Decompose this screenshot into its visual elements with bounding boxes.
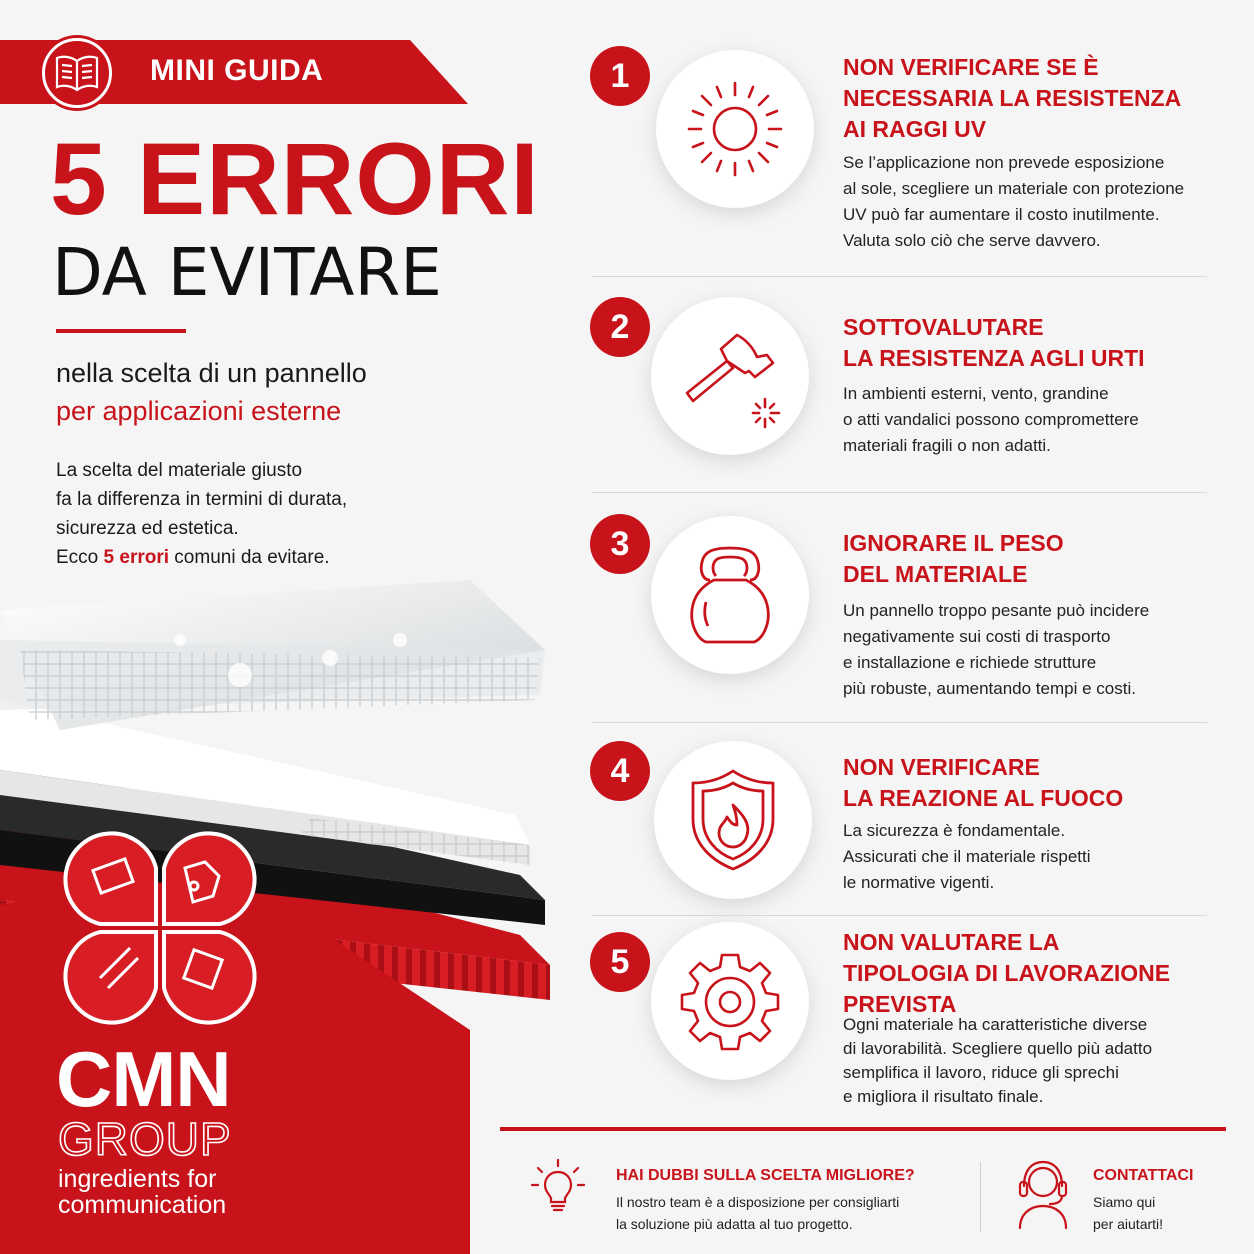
item-title-line: IGNORARE IL PESO	[843, 530, 1064, 556]
item-text-1	[843, 150, 1223, 254]
item-text-line: Assicurati che il materiale rispetti	[843, 847, 1091, 866]
item-title-1	[843, 52, 1203, 145]
page-title: 5 ERRORI	[50, 122, 540, 236]
lightbulb-icon	[528, 1156, 588, 1216]
item-icon-circle-2	[651, 297, 809, 455]
item-icon-circle-3	[651, 516, 809, 674]
item-text-5	[843, 1013, 1223, 1109]
item-title-line: PREVISTA	[843, 991, 957, 1017]
item-text-line: In ambienti esterni, vento, grandine	[843, 384, 1109, 403]
footer-separator	[980, 1162, 981, 1232]
intro-paragraph	[56, 456, 436, 572]
tagline-line: ingredients for	[58, 1165, 217, 1193]
item-title-line: NON VERIFICARE	[843, 754, 1040, 780]
item-text-line: materiali fragili o non adatti.	[843, 436, 1051, 455]
item-number-5: 5	[590, 932, 650, 992]
item-icon-circle-5	[651, 922, 809, 1080]
item-title-line: LA RESISTENZA AGLI URTI	[843, 345, 1145, 371]
item-text-line: semplifica il lavoro, riduce gli sprechi	[843, 1063, 1119, 1082]
item-text-line: più robuste, aumentando tempi e costi.	[843, 679, 1136, 698]
item-text-2	[843, 381, 1223, 459]
sun-icon	[683, 77, 787, 181]
item-text-line: e migliora il risultato finale.	[843, 1087, 1044, 1106]
item-icon-circle-1	[656, 50, 814, 208]
intro-line: La scelta del materiale giusto	[56, 460, 303, 481]
item-text-line: di lavorabilità. Scegliere quello più adatto	[843, 1039, 1153, 1058]
intro-line: sicurezza ed estetica.	[56, 518, 239, 539]
item-title-2	[843, 312, 1203, 374]
item-title-5	[843, 927, 1203, 1020]
item-title-line: TIPOLOGIA DI LAVORAZIONE	[843, 960, 1171, 986]
intro-line: fa la differenza in termini di durata,	[56, 489, 348, 510]
item-number-4: 4	[590, 741, 650, 801]
intro-text: comuni da evitare.	[169, 547, 330, 568]
item-text-line: Se l’applicazione non prevede esposizione	[843, 153, 1165, 172]
brand-group: GROUP	[58, 1113, 232, 1165]
item-divider	[592, 492, 1207, 493]
item-text-line: al sole, scegliere un materiale con protezione	[843, 179, 1185, 198]
item-number-3: 3	[590, 514, 650, 574]
item-title-line: NECESSARIA LA RESISTENZA	[843, 85, 1182, 111]
cmn-logo-icon	[60, 828, 260, 1028]
intro-text: Ecco	[56, 547, 104, 568]
item-title-line: LA REAZIONE AL FUOCO	[843, 785, 1124, 811]
item-text-3	[843, 598, 1223, 702]
item-text-line: Ogni materiale ha caratteristiche diverse	[843, 1015, 1148, 1034]
intro-highlight: 5 errori	[103, 547, 170, 568]
footer-bar	[500, 1127, 1226, 1131]
banner-label: MINI GUIDA	[150, 54, 324, 87]
item-title-4	[843, 752, 1203, 814]
item-text-line: Un pannello troppo pesante può incidere	[843, 601, 1150, 620]
item-number-2: 2	[590, 297, 650, 357]
item-text-line: negativamente sui costi di trasporto	[843, 627, 1111, 646]
item-text-line: e installazione e richiede strutture	[843, 653, 1097, 672]
item-number-1: 1	[590, 46, 650, 106]
item-text-line: UV può far aumentare il costo inutilmente.	[843, 205, 1160, 224]
lead-line-2: per applicazioni esterne	[56, 396, 342, 426]
item-divider	[592, 276, 1207, 277]
item-icon-circle-4	[654, 741, 812, 899]
item-title-line: NON VERIFICARE SE È	[843, 54, 1099, 80]
footer-text-line: Il nostro team è a disposizione per consigliarti	[616, 1194, 900, 1210]
item-text-line: o atti vandalici possono compromettere	[843, 410, 1139, 429]
hammer-icon	[675, 321, 785, 431]
brand-tagline	[58, 1166, 226, 1218]
footer-text-line: Siamo qui	[1093, 1194, 1156, 1210]
item-title-line: SOTTOVALUTARE	[843, 314, 1044, 340]
lead-line-1: nella scelta di un pannello	[56, 358, 367, 388]
item-text-line: La sicurezza è fondamentale.	[843, 821, 1066, 840]
title-divider	[56, 329, 186, 333]
kettlebell-icon	[680, 540, 780, 650]
contact-title[interactable]: CONTATTACI	[1093, 1167, 1194, 1184]
item-text-4	[843, 818, 1223, 896]
footer-doubts-text	[616, 1191, 899, 1235]
gear-icon	[678, 949, 782, 1053]
item-divider	[592, 915, 1207, 916]
contact-text	[1093, 1191, 1163, 1235]
footer-text-line: per aiutarti!	[1093, 1216, 1164, 1232]
book-icon	[42, 38, 112, 108]
item-divider	[592, 722, 1207, 723]
tagline-line: communication	[58, 1191, 227, 1219]
item-title-3	[843, 528, 1203, 590]
item-title-line: DEL MATERIALE	[843, 561, 1028, 587]
footer-text-line: la soluzione più adatta al tuo progetto.	[616, 1216, 853, 1232]
item-text-line: le normative vigenti.	[843, 873, 995, 892]
item-title-line: AI RAGGI UV	[843, 116, 987, 142]
item-title-line: NON VALUTARE LA	[843, 929, 1060, 955]
fire-shield-icon	[685, 765, 781, 875]
footer-doubts-title: HAI DUBBI SULLA SCELTA MIGLIORE?	[616, 1167, 915, 1184]
brand-name: CMN	[56, 1035, 231, 1123]
page-subtitle: DA EVITARE	[52, 234, 443, 311]
item-text-line: Valuta solo ciò che serve davvero.	[843, 231, 1101, 250]
headset-icon[interactable]	[1012, 1156, 1074, 1230]
intro-line	[56, 543, 436, 572]
